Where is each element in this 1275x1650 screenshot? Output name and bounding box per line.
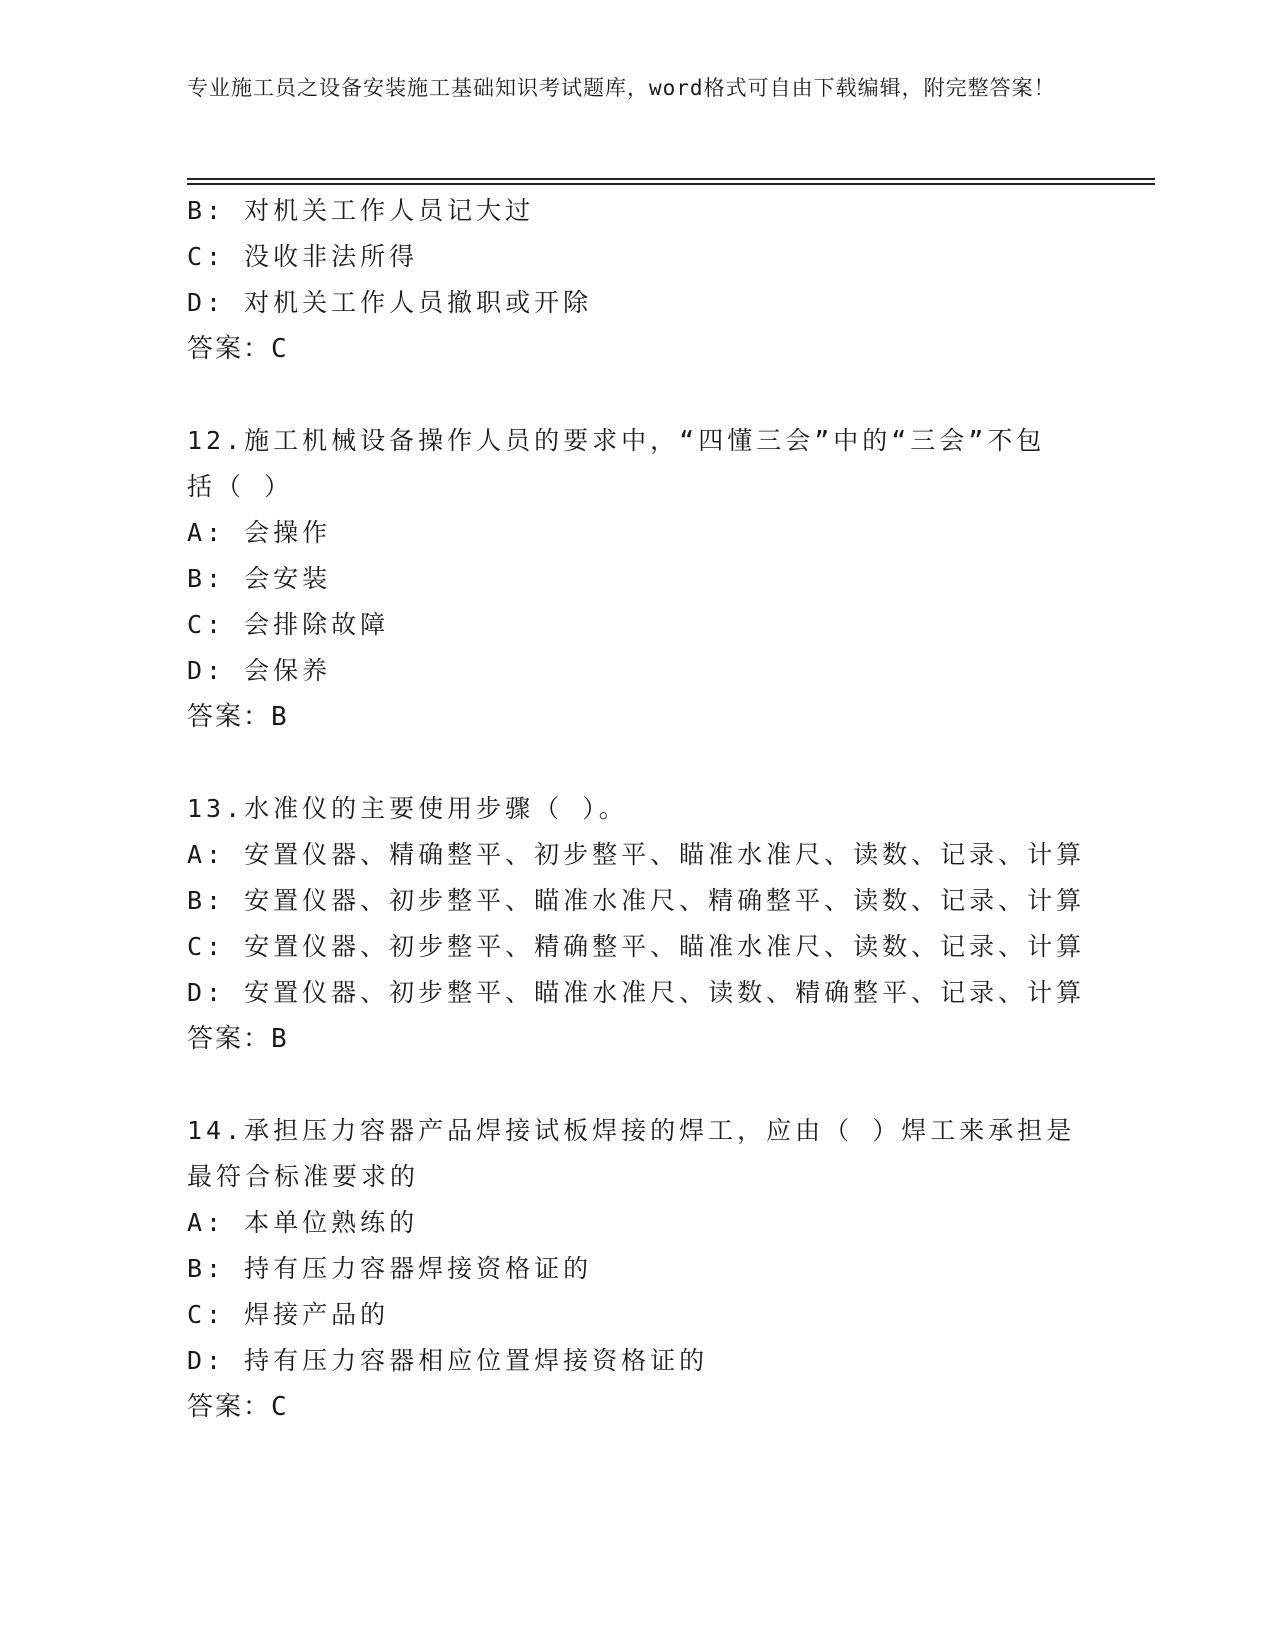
- question-text: 13.水准仪的主要使用步骤（ ）。: [187, 794, 628, 823]
- option-a: A: 安置仪器、精确整平、初步整平、瞄准水准尺、读数、记录、计算: [187, 840, 1086, 869]
- option-c: C: 没收非法所得: [187, 242, 419, 271]
- question-11: [187, 188, 1087, 372]
- answer: 答案：B: [187, 702, 289, 732]
- option-c: C: 安置仪器、初步整平、精确整平、瞄准水准尺、读数、记录、计算: [187, 932, 1086, 961]
- header-rule-top: [187, 178, 1155, 180]
- question-14: [187, 1108, 1087, 1430]
- spacer: [187, 1062, 1087, 1108]
- option-b: B: 对机关工作人员记大过: [187, 196, 535, 225]
- question-text-line-2: 括（ ）: [187, 472, 294, 501]
- question-list: [187, 188, 1087, 1430]
- answer: 答案：C: [187, 1392, 289, 1422]
- question-12: [187, 418, 1087, 740]
- question-text-line-2: 最符合标准要求的: [187, 1162, 420, 1191]
- question-text-line-1: 14.承担压力容器产品焊接试板焊接的焊工，应由（ ）焊工来承担是: [187, 1116, 1076, 1145]
- question-text-line-1: 12.施工机械设备操作人员的要求中，“四懂三会”中的“三会”不包: [187, 426, 1046, 455]
- question-13: [187, 786, 1087, 1062]
- option-d: D: 会保养: [187, 656, 332, 685]
- option-c: C: 会排除故障: [187, 610, 390, 639]
- page-header: [187, 72, 1067, 104]
- spacer: [187, 372, 1087, 418]
- option-d: D: 对机关工作人员撤职或开除: [187, 288, 593, 317]
- option-d: D: 安置仪器、初步整平、瞄准水准尺、读数、精确整平、记录、计算: [187, 978, 1086, 1007]
- option-b: B: 会安装: [187, 564, 332, 593]
- header-title: 专业施工员之设备安装施工基础知识考试题库，word格式可自由下载编辑，附完整答案！: [187, 76, 1056, 100]
- option-c: C: 焊接产品的: [187, 1300, 390, 1329]
- header-rule-bottom: [187, 183, 1155, 185]
- answer: 答案：C: [187, 334, 289, 364]
- option-b: B: 持有压力容器焊接资格证的: [187, 1254, 593, 1283]
- option-a: A: 本单位熟练的: [187, 1208, 419, 1237]
- option-d: D: 持有压力容器相应位置焊接资格证的: [187, 1346, 709, 1375]
- answer: 答案：B: [187, 1024, 289, 1054]
- option-b: B: 安置仪器、初步整平、瞄准水准尺、精确整平、读数、记录、计算: [187, 886, 1086, 915]
- option-a: A: 会操作: [187, 518, 332, 547]
- spacer: [187, 740, 1087, 786]
